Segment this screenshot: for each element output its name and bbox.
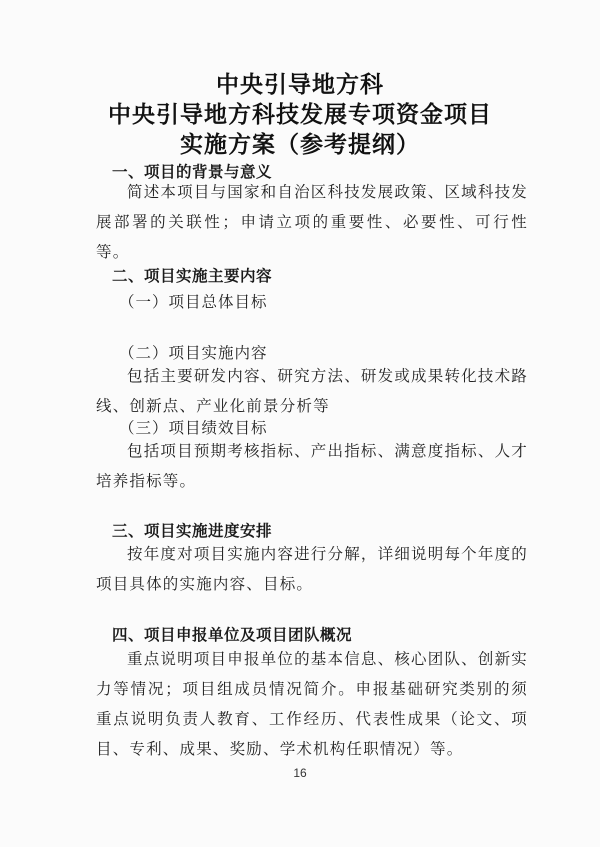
title-line-2: 中央引导地方科技发展专项资金项目 — [108, 101, 492, 128]
section-1-heading: 一、项目的背景与意义 — [112, 162, 273, 181]
title-line-1: 中央引导地方科 — [216, 71, 384, 98]
subsection-2-2-text: 包括主要研发内容、研究方法、研发或成果转化技术路线、创新点、产业化前景分析等 — [96, 367, 528, 415]
subsection-2-3-label: （三）项目绩效目标 — [119, 419, 268, 437]
title-line-3: 实施方案（参考提纲） — [180, 131, 420, 158]
section-4-heading: 四、项目申报单位及项目团队概况 — [112, 625, 353, 644]
section-2-heading: 二、项目实施主要内容 — [112, 266, 273, 285]
section-3-heading: 三、项目实施进度安排 — [112, 521, 273, 540]
section-1-text: 简述本项目与国家和自治区科技发展政策、区域科技发展部署的关联性；申请立项的重要性、必要性、可行性等。 — [96, 183, 528, 261]
page-number: 16 — [293, 766, 307, 780]
subsection-2-1-label: （一）项目总体目标 — [119, 293, 268, 311]
section-4-text: 重点说明项目申报单位的基本信息、核心团队、创新实力等情况；项目组成员情况简介。申报基础研究类别的须重点说明负责人教育、工作经历、代表性成果（论文、项目、专利、成果、奖励、学术机构任职情况）等。 — [96, 650, 528, 758]
subsection-2-2-label: （二）项目实施内容 — [119, 344, 268, 362]
subsection-2-3-text: 包括项目预期考核指标、产出指标、满意度指标、人才培养指标等。 — [96, 442, 528, 490]
section-3-text: 按年度对项目实施内容进行分解，详细说明每个年度的项目具体的实施内容、目标。 — [96, 545, 528, 593]
